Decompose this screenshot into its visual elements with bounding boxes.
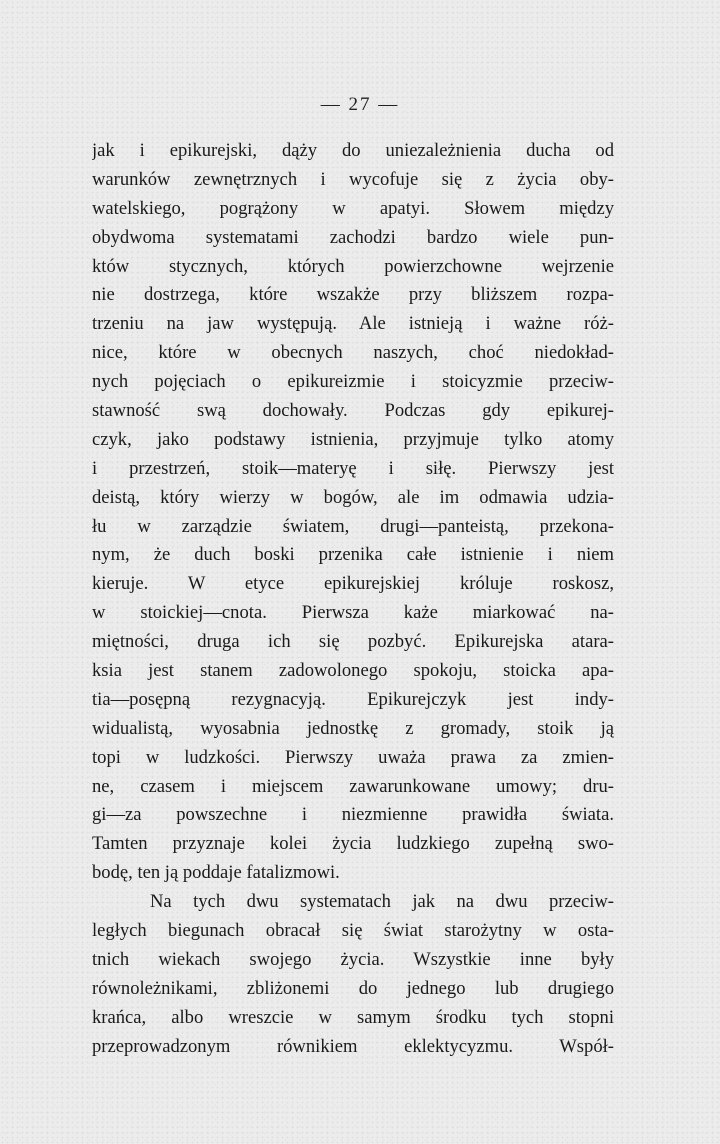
text-line: widualistą, wyosabnia jednostkę z gromady, stoik ją: [92, 717, 614, 739]
text-line: miętności, druga ich się pozbyć. Epikurejska atara-: [92, 631, 614, 653]
text-line: topi w ludzkości. Pierwszy uważa prawa za zmien-: [92, 746, 614, 768]
text-line: Na tych dwu systematach jak na dwu przeciw-: [150, 891, 614, 913]
text-line: tnich wiekach swojego życia. Wszystkie inne były: [92, 948, 614, 970]
text-line: i przestrzeń, stoik—materyę i siłę. Pierwszy jest: [92, 457, 614, 479]
text-line: kieruje. W etyce epikurejskiej króluje roskosz,: [92, 573, 614, 595]
text-line: nice, które w obecnych naszych, choć niedokład-: [92, 342, 614, 364]
text-line: nie dostrzega, które wszakże przy bliższem rozpa-: [92, 284, 614, 306]
text-line: watelskiego, pogrążony w apatyi. Słowem między: [92, 197, 614, 219]
text-line: równoleżnikami, zbliżonemi do jednego lub drugiego: [92, 977, 614, 999]
text-line: któw stycznych, których powierzchowne wejrzenie: [92, 255, 614, 277]
text-line: nym, że duch boski przenika całe istnienie i niem: [92, 544, 614, 566]
text-line: bodę, ten ją poddaje fatalizmowi.: [92, 862, 340, 884]
body-text: [92, 137, 614, 1062]
text-line: w stoickiej—cnota. Pierwsza każe miarkować na-: [92, 602, 614, 624]
text-line: ne, czasem i miejscem zawarunkowane umowy; dru-: [92, 775, 614, 797]
text-line: czyk, jako podstawy istnienia, przyjmuje tylko atomy: [92, 428, 614, 450]
text-line: obydwoma systematami zachodzi bardzo wiele pun-: [92, 226, 614, 248]
text-line: deistą, który wierzy w bogów, ale im odmawia udzia-: [92, 486, 614, 508]
text-line: tia—posępną rezygnacyją. Epikurejczyk jest indy-: [92, 688, 614, 710]
text-line: ksia jest stanem zadowolonego spokoju, stoicka apa-: [92, 660, 614, 682]
text-line: łu w zarządzie światem, drugi—panteistą, przekona-: [92, 515, 614, 537]
text-line: jak i epikurejski, dąży do uniezależnienia ducha od: [92, 140, 614, 161]
text-line: stawność swą dochowały. Podczas gdy epikurej-: [92, 400, 614, 422]
page-number: — 27 —: [320, 94, 400, 115]
text-line: krańca, albo wreszcie w samym środku tych stopni: [92, 1006, 614, 1028]
text-line: nych pojęciach o epikureizmie i stoicyzmie przeciw-: [92, 371, 614, 393]
text-line: trzeniu na jaw występują. Ale istnieją i ważne róż-: [92, 313, 614, 335]
text-line: ległych biegunach obracał się świat starożytny w osta-: [92, 920, 614, 942]
text-line: Tamten przyznaje kolei życia ludzkiego zupełną swo-: [92, 833, 614, 855]
text-line: gi—za powszechne i niezmienne prawidła świata.: [92, 804, 614, 826]
text-line: warunków zewnętrznych i wycofuje się z życia oby-: [92, 168, 614, 190]
text-line: przeprowadzonym równikiem eklektycyzmu. Współ-: [92, 1035, 614, 1057]
